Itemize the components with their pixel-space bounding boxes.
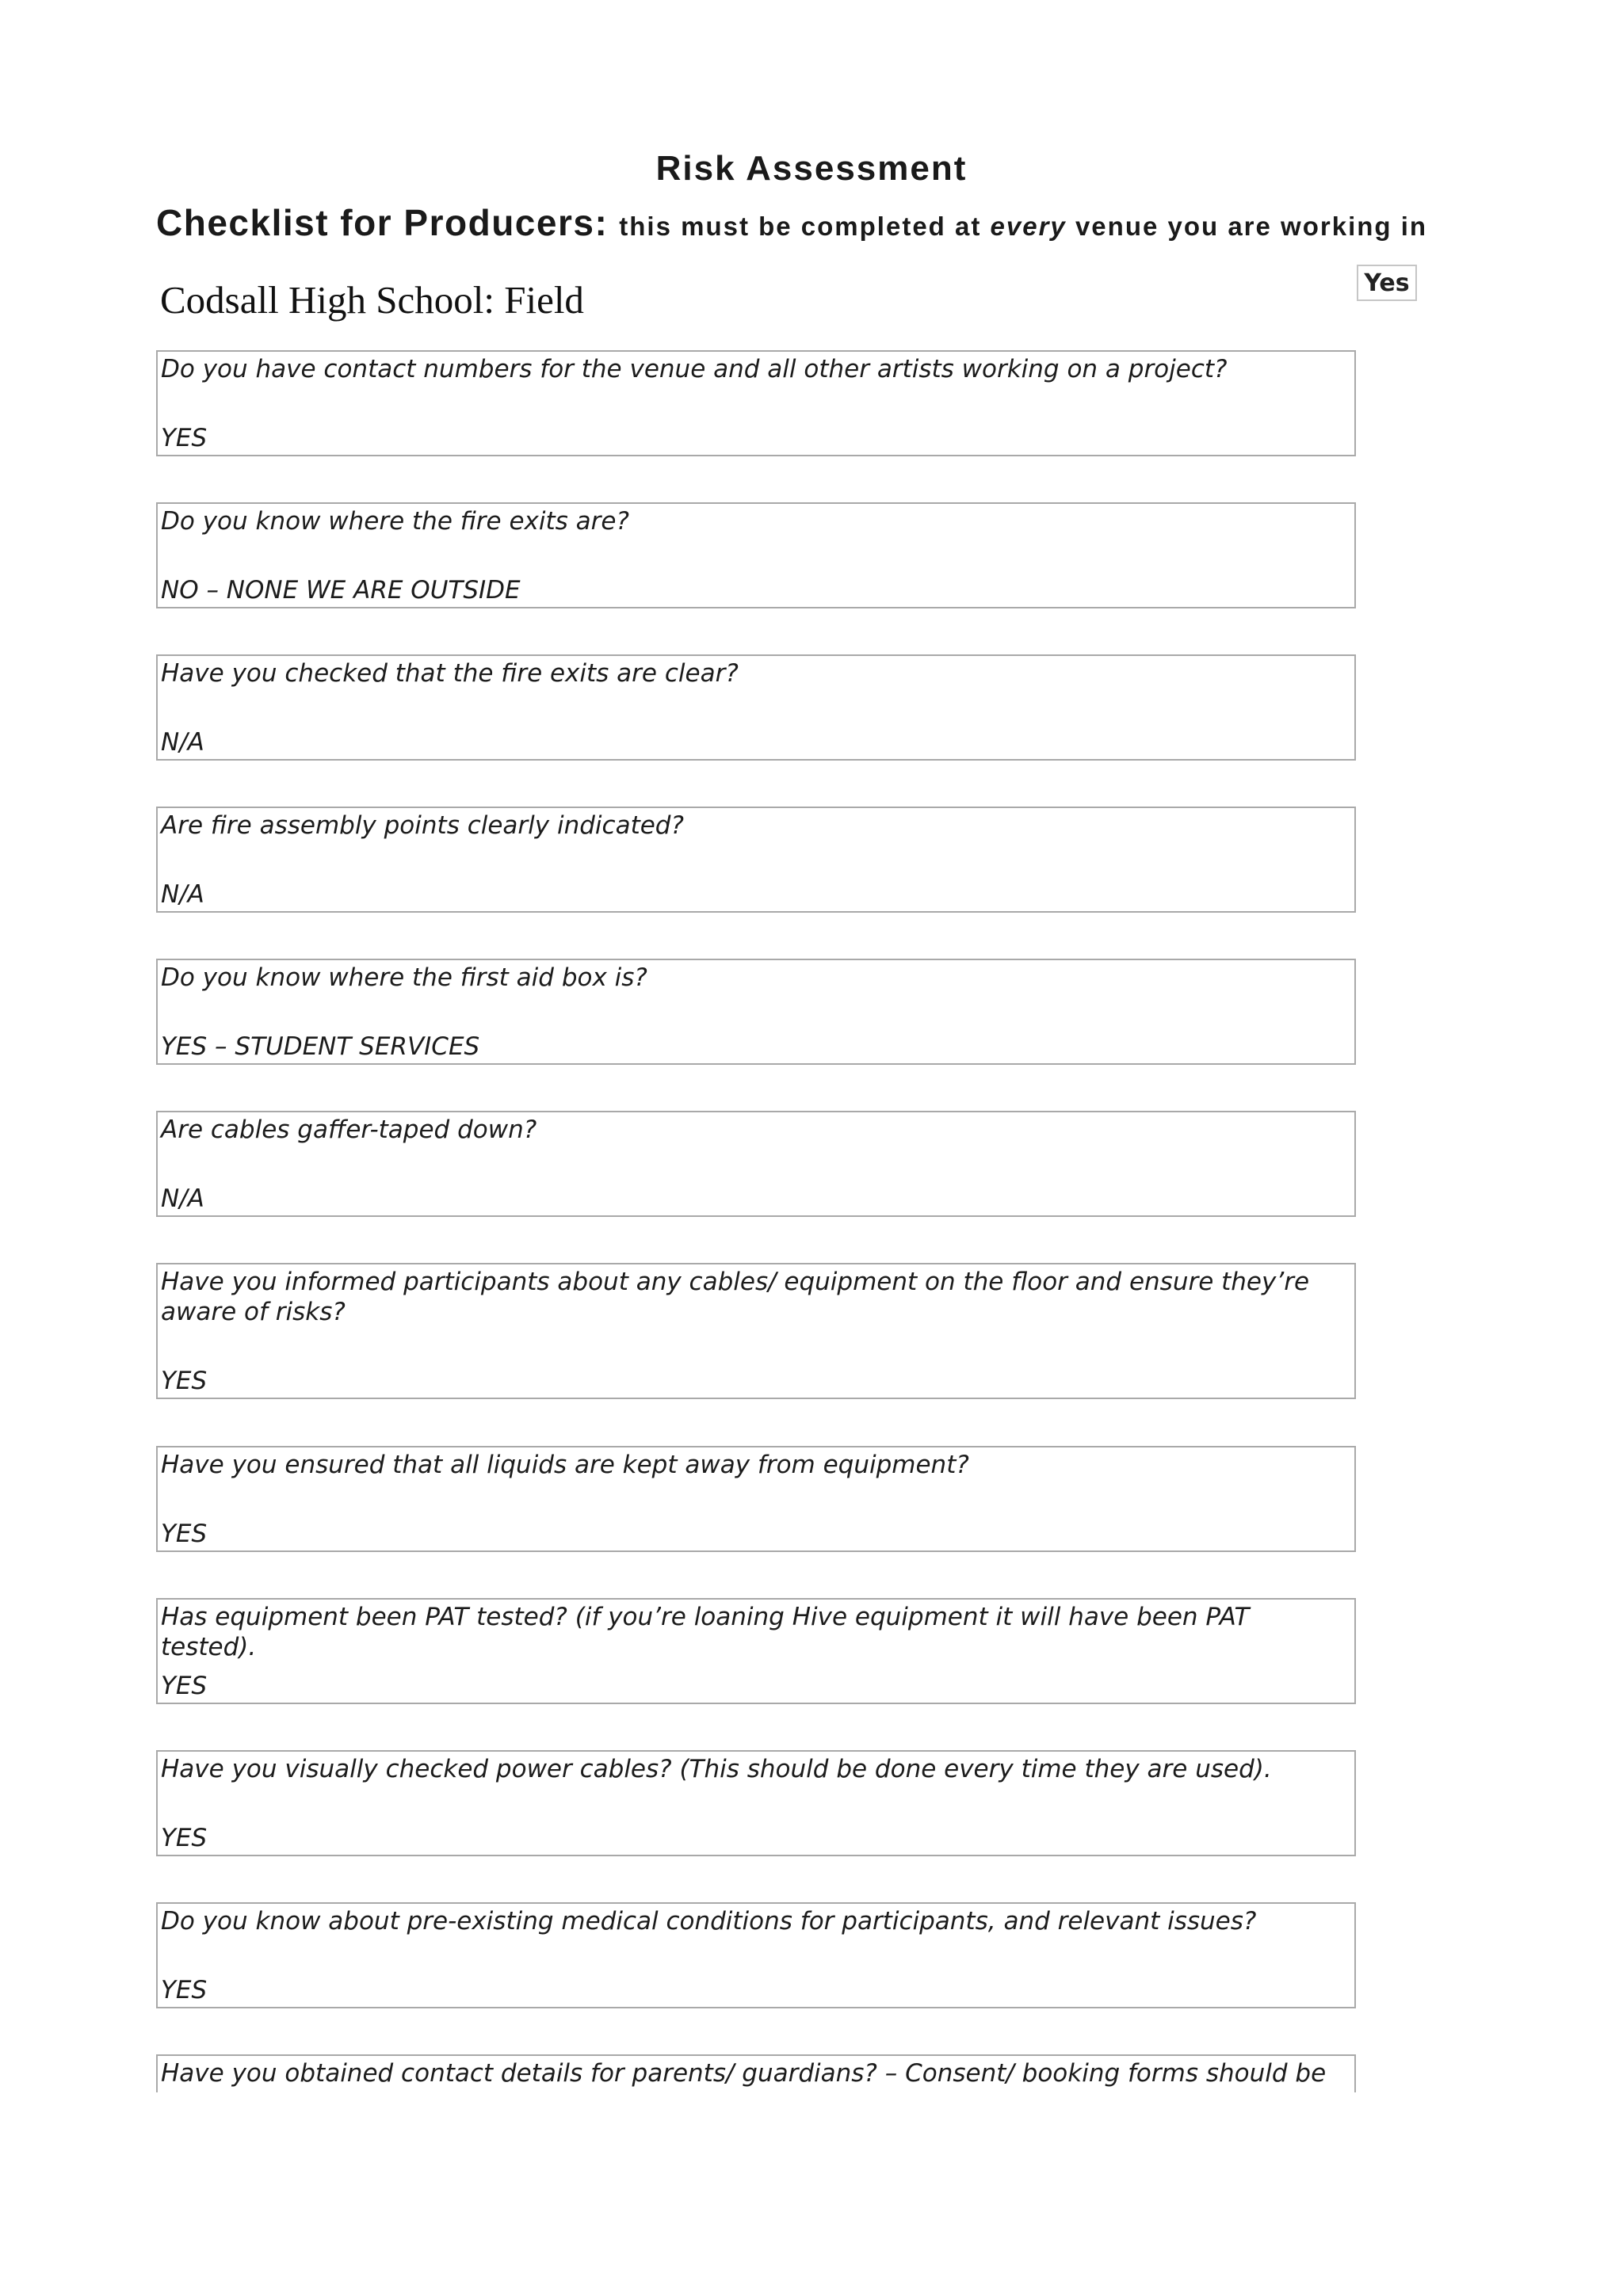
page-title: Risk Assessment [655, 149, 968, 188]
checklist-answer[interactable]: YES [161, 1976, 208, 2004]
subtitle-instruction [619, 212, 1427, 241]
checklist-question: Are cables gaffer-taped down? [161, 1116, 537, 1144]
checklist-item [156, 654, 1356, 761]
subtitle-emphasis: every [990, 212, 1067, 241]
checklist-question: Have you ensured that all liquids are kept away from equipment? [161, 1451, 969, 1479]
checklist-question: Have you obtained contact details for parents/ guardians? – Consent/ booking forms should be [161, 2059, 1327, 2088]
checklist-item [156, 1111, 1356, 1217]
checklist-question: Have you informed participants about any cables/ equipment on the floor and ensure they’re aware of risks? [161, 1268, 1310, 1326]
checklist-answer[interactable]: N/A [161, 1184, 204, 1213]
subtitle-part1: this must be completed at [619, 212, 982, 241]
checklist-item [156, 502, 1356, 608]
checklist-item [156, 2054, 1356, 2092]
checklist-item [156, 1598, 1356, 1704]
checklist-item [156, 1446, 1356, 1552]
checklist-answer[interactable]: YES [161, 1824, 208, 1852]
checklist-answer[interactable]: YES [161, 1367, 208, 1395]
checklist-item [156, 1263, 1356, 1399]
checklist-item [156, 1750, 1356, 1856]
subtitle-part2: venue you are working in [1075, 212, 1428, 241]
checklist-question: Do you know where the fire exits are? [161, 507, 629, 536]
checklist-answer[interactable]: YES [161, 424, 208, 452]
checklist-question: Have you checked that the fire exits are clear? [161, 659, 739, 688]
checklist-answer[interactable]: N/A [161, 880, 204, 909]
checklist-question: Are fire assembly points clearly indicated? [161, 811, 684, 840]
checklist-answer[interactable]: YES – STUDENT SERVICES [161, 1032, 480, 1061]
checklist-question: Have you visually checked power cables? (This should be done every time they are used). [161, 1755, 1272, 1783]
checklist-question: Do you have contact numbers for the venue and all other artists working on a project? [161, 355, 1228, 383]
checklist-question: Do you know where the first aid box is? [161, 963, 647, 992]
subtitle-lead: Checklist for Producers: [156, 202, 609, 243]
checklist-item [156, 350, 1356, 456]
checklist-item [156, 959, 1356, 1065]
checklist-answer[interactable]: NO – NONE WE ARE OUTSIDE [161, 576, 521, 605]
checklist-answer[interactable]: N/A [161, 728, 204, 757]
checklist-item [156, 807, 1356, 913]
checklist-answer[interactable]: YES [161, 1672, 208, 1700]
yes-column-header: Yes [1357, 265, 1417, 301]
checklist-item [156, 1902, 1356, 2008]
checklist-question: Has equipment been PAT tested? (if you’re loaning Hive equipment it will have been PAT tested). [161, 1603, 1250, 1661]
checklist-answer[interactable]: YES [161, 1520, 208, 1548]
checklist-question: Do you know about pre-existing medical conditions for participants, and relevant issues? [161, 1907, 1257, 1936]
venue-name: Codsall High School: Field [160, 278, 584, 322]
page-subtitle [156, 201, 1427, 244]
